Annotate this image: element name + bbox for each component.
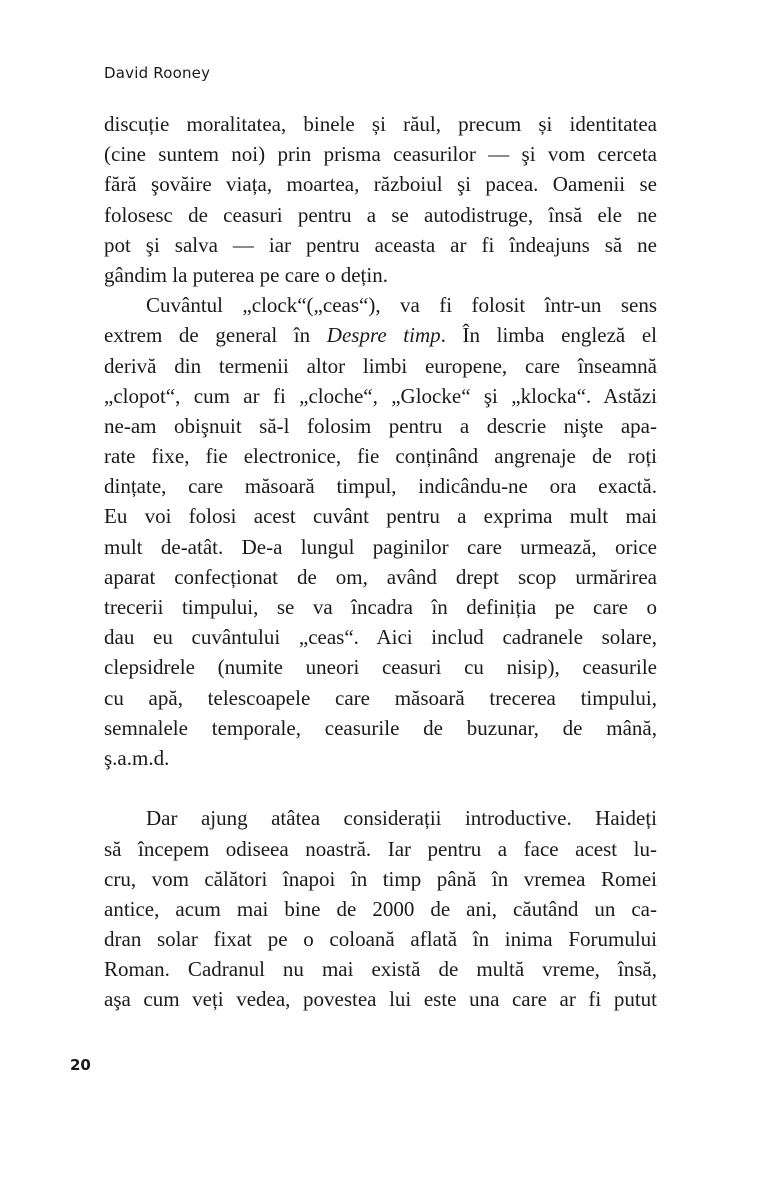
text-line: fără şovăire viața, moartea, războiul şi pacea. Oamenii se [104, 172, 657, 197]
text-line: Roman. Cadranul nu mai există de multă vreme, însă, [104, 957, 657, 982]
text-line: ş.a.m.d. [104, 745, 170, 770]
text-line: dran solar fixat pe o coloană aflată în inima Forumului [104, 927, 657, 952]
text-line: cru, vom călători înapoi în timp până în vremea Romei [104, 866, 657, 891]
paragraph-gap [104, 773, 657, 803]
text-line: discuție moralitatea, binele și răul, precum și identitatea [104, 112, 657, 136]
text-line: dau eu cuvântului „ceas“. Aici includ cadranele solare, [104, 625, 657, 650]
page-number: 20 [70, 1056, 91, 1074]
text-line: dințate, care măsoară timpul, indicându-ne ora exactă. [104, 474, 657, 499]
text-line: (cine suntem noi) prin prisma ceasurilor — şi vom cerceta [104, 142, 657, 167]
text-line: cu apă, telescoapele care măsoară trecerea timpului, [104, 685, 657, 710]
text-line: Eu voi folosi acest cuvânt pentru a exprima mult mai [104, 504, 657, 529]
text-line: aşa cum veți vedea, povestea lui este una care ar fi putut [104, 987, 657, 1012]
text-line: mult de-atât. De-a lungul paginilor care urmează, orice [104, 534, 657, 559]
text-line: rate fixe, fie electronice, fie conținând angrenaje de roți [104, 444, 657, 469]
text-line: gândim la puterea pe care o dețin. [104, 262, 388, 287]
text-line: ne-am obişnuit să-l folosim pentru a descrie nişte apa- [104, 413, 657, 438]
text-line: derivă din termenii altor limbi europene, care înseamnă [104, 353, 657, 378]
text-line: antice, acum mai bine de 2000 de ani, căutând un ca- [104, 896, 657, 921]
text-line: să începem odiseea noastră. Iar pentru a face acest lu- [104, 836, 657, 861]
text-line: trecerii timpului, se va încadra în definiția pe care o [104, 595, 657, 619]
book-title-italic: Despre timp [326, 323, 441, 348]
text-line: Cuvântul „clock“(„ceas“), va fi folosit într-un sens [146, 293, 657, 318]
text-line: folosesc de ceasuri pentru a se autodistruge, însă ele ne [104, 202, 657, 227]
body-text [104, 109, 657, 1015]
text-line: clepsidrele (numite uneori ceasuri cu nisip), ceasurile [104, 655, 657, 680]
text-line: aparat confecționat de om, având drept scop urmărirea [104, 564, 657, 589]
text-line: Dar ajung atâtea considerații introductive. Haideți [146, 806, 657, 831]
text-line-with-italic [104, 320, 657, 350]
text-run: extrem de general în [104, 323, 327, 348]
text-line: „clopot“, cum ar fi „cloche“, „Glocke“ şi „klocka“. Astăzi [104, 383, 657, 408]
text-line: pot şi salva — iar pentru aceasta ar fi îndeajuns să ne [104, 232, 657, 257]
running-head-author: David Rooney [104, 64, 211, 82]
text-run: . În limba engleză el [440, 323, 657, 348]
text-line: semnalele temporale, ceasurile de buzunar, de mână, [104, 715, 657, 740]
